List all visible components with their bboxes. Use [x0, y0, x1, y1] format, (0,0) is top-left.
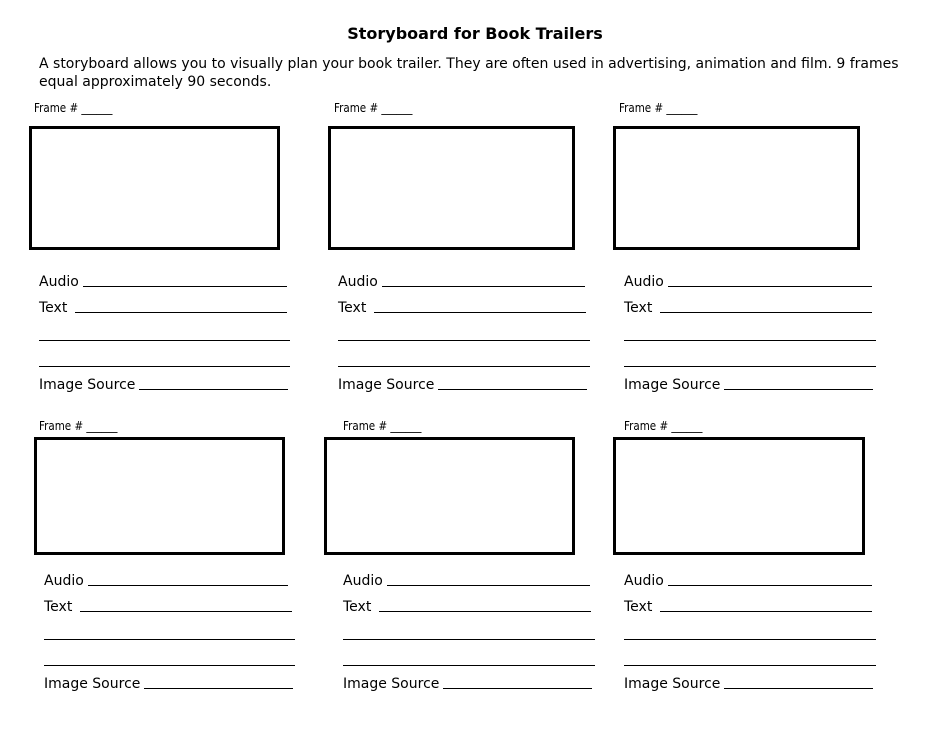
frame-box [328, 126, 575, 250]
page-title: Storyboard for Book Trailers [347, 24, 603, 43]
image-source-field[interactable] [39, 377, 288, 393]
blank-line[interactable] [343, 665, 595, 666]
image-source-label: Image Source [624, 377, 721, 393]
text-field[interactable] [39, 300, 287, 316]
audio-field[interactable] [624, 274, 872, 290]
frame-number-label: Frame # ______ [343, 418, 422, 433]
audio-field[interactable] [624, 573, 872, 589]
audio-field[interactable] [44, 573, 288, 589]
frame-box [613, 126, 860, 250]
blank-line[interactable] [343, 639, 595, 640]
blank-line[interactable] [624, 366, 876, 367]
frame-number-label: Frame # ______ [619, 100, 698, 115]
audio-field[interactable] [338, 274, 585, 290]
blank-line[interactable] [44, 665, 295, 666]
image-source-label: Image Source [624, 676, 721, 692]
audio-field[interactable] [343, 573, 590, 589]
blank-line[interactable] [624, 665, 876, 666]
text-field[interactable] [624, 599, 872, 615]
image-source-field[interactable] [338, 377, 587, 393]
frame-box [29, 126, 280, 250]
blank-line[interactable] [39, 366, 290, 367]
text-label: Text [624, 300, 653, 316]
audio-label: Audio [39, 274, 79, 290]
image-source-field[interactable] [44, 676, 293, 692]
text-label: Text [338, 300, 367, 316]
text-label: Text [39, 300, 68, 316]
text-label: Text [343, 599, 372, 615]
text-field[interactable] [338, 300, 586, 316]
text-field[interactable] [343, 599, 591, 615]
text-label: Text [44, 599, 73, 615]
audio-label: Audio [338, 274, 378, 290]
frame-number-label: Frame # ______ [334, 100, 413, 115]
blank-line[interactable] [624, 639, 876, 640]
blank-line[interactable] [624, 340, 876, 341]
frame-box [324, 437, 575, 555]
image-source-field[interactable] [624, 676, 873, 692]
audio-label: Audio [343, 573, 383, 589]
intro-paragraph: A storyboard allows you to visually plan your book trailer. They are often used in advertising, animation and film. 9 frames equal approximately 90 seconds. [39, 56, 899, 90]
audio-label: Audio [44, 573, 84, 589]
image-source-label: Image Source [338, 377, 435, 393]
frame-number-label: Frame # ______ [39, 418, 118, 433]
image-source-label: Image Source [39, 377, 136, 393]
blank-line[interactable] [338, 340, 590, 341]
frame-number-label: Frame # ______ [624, 418, 703, 433]
text-label: Text [624, 599, 653, 615]
image-source-label: Image Source [44, 676, 141, 692]
audio-label: Audio [624, 573, 664, 589]
frame-number-label: Frame # ______ [34, 100, 113, 115]
text-field[interactable] [44, 599, 292, 615]
image-source-field[interactable] [624, 377, 873, 393]
text-field[interactable] [624, 300, 872, 316]
blank-line[interactable] [39, 340, 290, 341]
frame-box [613, 437, 865, 555]
image-source-field[interactable] [343, 676, 592, 692]
audio-field[interactable] [39, 274, 287, 290]
blank-line[interactable] [338, 366, 590, 367]
frame-box [34, 437, 285, 555]
image-source-label: Image Source [343, 676, 440, 692]
blank-line[interactable] [44, 639, 295, 640]
audio-label: Audio [624, 274, 664, 290]
